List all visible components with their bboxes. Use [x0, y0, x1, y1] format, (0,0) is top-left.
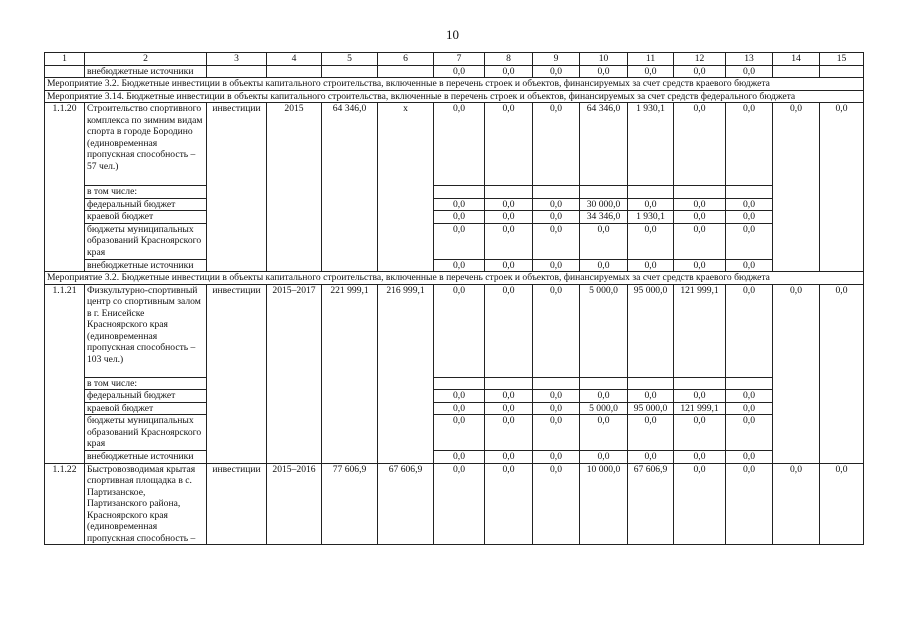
- item-row: [45, 103, 864, 186]
- table-cell: [726, 186, 773, 199]
- column-header: 3: [207, 53, 267, 66]
- table-cell: [434, 186, 485, 199]
- table-cell: [485, 186, 533, 199]
- table-cell: [533, 186, 580, 199]
- page-number: 10: [446, 27, 459, 42]
- item-number: 1.1.21: [45, 284, 85, 463]
- table-cell: 0,0: [726, 198, 773, 211]
- table-cell: 0,0: [674, 451, 726, 464]
- table-cell: [378, 65, 434, 78]
- table-cell: [726, 377, 773, 390]
- item-period: 2015: [267, 103, 322, 272]
- table-cell: 0,0: [726, 463, 773, 545]
- table-cell: 0,0: [580, 451, 628, 464]
- table-cell: 95 000,0: [628, 284, 674, 377]
- column-header: 5: [322, 53, 378, 66]
- table-cell: 0,0: [434, 259, 485, 272]
- table-cell: 121 999,1: [674, 402, 726, 415]
- table-cell: 0,0: [485, 390, 533, 403]
- table-cell: 10 000,0: [580, 463, 628, 545]
- table-cell: 0,0: [674, 103, 726, 186]
- table-cell: 0,0: [485, 451, 533, 464]
- table-cell: 1 930,1: [628, 103, 674, 186]
- table-cell: 0,0: [580, 65, 628, 78]
- sub-label: в том числе:: [85, 377, 207, 390]
- column-header: 2: [85, 53, 207, 66]
- sub-label: краевой бюджет: [85, 402, 207, 415]
- table-cell: 0,0: [726, 284, 773, 377]
- table-cell: 0,0: [434, 211, 485, 224]
- table-cell: 0,0: [820, 284, 864, 463]
- table-cell: 0,0: [485, 284, 533, 377]
- table-cell: 67 606,9: [378, 463, 434, 545]
- table-cell: 0,0: [580, 259, 628, 272]
- column-header: 6: [378, 53, 434, 66]
- table-cell: 0,0: [434, 463, 485, 545]
- table-cell: 0,0: [628, 223, 674, 259]
- column-header: 14: [773, 53, 820, 66]
- table-cell: 0,0: [773, 284, 820, 463]
- table-cell: [45, 65, 85, 78]
- column-header: 7: [434, 53, 485, 66]
- item-name: Быстровозводимая крытая спортивная площадка в с. Партизанское, Партизанского района, Красноярского края (единовременная пропускная способность –: [85, 463, 207, 545]
- table-cell: 0,0: [533, 65, 580, 78]
- table-cell: 0,0: [726, 211, 773, 224]
- table-cell: 0,0: [820, 463, 864, 545]
- table-cell: 0,0: [580, 390, 628, 403]
- table-cell: 0,0: [726, 65, 773, 78]
- table-cell: 0,0: [773, 103, 820, 272]
- item-number: 1.1.20: [45, 103, 85, 272]
- table-cell: [773, 65, 820, 78]
- column-header: 12: [674, 53, 726, 66]
- table-cell: 216 999,1: [378, 284, 434, 463]
- table-cell: 0,0: [485, 415, 533, 451]
- table-cell: 0,0: [628, 259, 674, 272]
- table-cell: 0,0: [434, 402, 485, 415]
- measure-row: [45, 90, 864, 103]
- table-cell: [628, 186, 674, 199]
- column-header: 4: [267, 53, 322, 66]
- table-cell: 0,0: [485, 198, 533, 211]
- item-type: инвестиции: [207, 284, 267, 463]
- sub-row: [45, 211, 864, 224]
- sub-label: бюджеты муниципальных образований Красноярского края: [85, 223, 207, 259]
- table-cell: 0,0: [674, 65, 726, 78]
- table-cell: 0,0: [628, 65, 674, 78]
- budget-table: [44, 52, 864, 545]
- sub-row: [45, 259, 864, 272]
- item-number: 1.1.22: [45, 463, 85, 545]
- table-cell: 0,0: [485, 103, 533, 186]
- sub-label: федеральный бюджет: [85, 390, 207, 403]
- table-cell: 0,0: [485, 65, 533, 78]
- item-type: инвестиции: [207, 463, 267, 545]
- measure-heading: Мероприятие 3.2. Бюджетные инвестиции в объекты капитального строительства, включенные в перечень строек и объектов, финансируемых за счет средств краевого бюджета: [45, 272, 864, 285]
- table-cell: 0,0: [726, 223, 773, 259]
- table-cell: 0,0: [726, 259, 773, 272]
- table-cell: 0,0: [773, 463, 820, 545]
- table-cell: [628, 377, 674, 390]
- sub-row: [45, 390, 864, 403]
- table-cell: 0,0: [674, 198, 726, 211]
- table-cell: 0,0: [580, 415, 628, 451]
- sub-row: [45, 198, 864, 211]
- continuation-row: [45, 65, 864, 78]
- table-cell: 0,0: [434, 284, 485, 377]
- table-cell: [322, 65, 378, 78]
- table-cell: 34 346,0: [580, 211, 628, 224]
- table-cell: 0,0: [674, 463, 726, 545]
- table-cell: 67 606,9: [628, 463, 674, 545]
- header-row: [45, 53, 864, 66]
- table-cell: 0,0: [533, 463, 580, 545]
- table-cell: [207, 65, 267, 78]
- table-cell: 0,0: [434, 451, 485, 464]
- table-cell: 64 346,0: [580, 103, 628, 186]
- sub-row: [45, 402, 864, 415]
- table-cell: 121 999,1: [674, 284, 726, 377]
- table-cell: 0,0: [434, 415, 485, 451]
- table-cell: 0,0: [628, 198, 674, 211]
- table-cell: 0,0: [726, 103, 773, 186]
- table-cell: 0,0: [533, 259, 580, 272]
- table-cell: 95 000,0: [628, 402, 674, 415]
- table-cell: 0,0: [533, 284, 580, 377]
- table-cell: 0,0: [533, 103, 580, 186]
- table-cell: [820, 65, 864, 78]
- table-cell: 0,0: [533, 198, 580, 211]
- column-header: 13: [726, 53, 773, 66]
- column-header: 15: [820, 53, 864, 66]
- sub-row: [45, 377, 864, 390]
- table-cell: 77 606,9: [322, 463, 378, 545]
- sub-row: [45, 186, 864, 199]
- table-cell: 0,0: [434, 390, 485, 403]
- item-period: 2015–2016: [267, 463, 322, 545]
- row-label: внебюджетные источники: [85, 65, 207, 78]
- table-cell: 0,0: [726, 390, 773, 403]
- table-cell: 0,0: [820, 103, 864, 272]
- measure-heading: Мероприятие 3.14. Бюджетные инвестиции в объекты капитального строительства, включенные в перечень строек и объектов, финансируемых за счет средств федерального бюджета: [45, 90, 864, 103]
- table-cell: 0,0: [434, 223, 485, 259]
- table-cell: 5 000,0: [580, 284, 628, 377]
- column-header: 8: [485, 53, 533, 66]
- table-cell: [434, 377, 485, 390]
- measure-row: [45, 272, 864, 285]
- measure-row: [45, 78, 864, 91]
- table-cell: 0,0: [674, 415, 726, 451]
- table-cell: 0,0: [674, 390, 726, 403]
- table-cell: 0,0: [628, 390, 674, 403]
- table-cell: 0,0: [726, 402, 773, 415]
- table-body: [45, 53, 864, 545]
- table-cell: 0,0: [434, 103, 485, 186]
- table-cell: 0,0: [726, 415, 773, 451]
- table-cell: 0,0: [533, 211, 580, 224]
- table-cell: 1 930,1: [628, 211, 674, 224]
- item-name: Строительство спортивного комплекса по зимним видам спорта в городе Бородино (единовременная пропускная способность – 57 чел.): [85, 103, 207, 186]
- table-cell: 221 999,1: [322, 284, 378, 463]
- column-header: 10: [580, 53, 628, 66]
- measure-heading: Мероприятие 3.2. Бюджетные инвестиции в объекты капитального строительства, включенные в перечень строек и объектов, финансируемых за счет средств краевого бюджета: [45, 78, 864, 91]
- table-cell: 0,0: [726, 451, 773, 464]
- item-period: 2015–2017: [267, 284, 322, 463]
- table-cell: [267, 65, 322, 78]
- table-cell: 0,0: [533, 402, 580, 415]
- item-row: [45, 284, 864, 377]
- column-header: 11: [628, 53, 674, 66]
- sub-label: краевой бюджет: [85, 211, 207, 224]
- sub-label: в том числе:: [85, 186, 207, 199]
- table-cell: 0,0: [485, 211, 533, 224]
- table-cell: 30 000,0: [580, 198, 628, 211]
- table-cell: [533, 377, 580, 390]
- table-cell: 0,0: [580, 223, 628, 259]
- item-row: [45, 463, 864, 545]
- sub-row: [45, 223, 864, 259]
- sub-label: внебюджетные источники: [85, 259, 207, 272]
- table-cell: 0,0: [533, 390, 580, 403]
- table-cell: 0,0: [533, 223, 580, 259]
- table-cell: 0,0: [674, 259, 726, 272]
- table-cell: 0,0: [628, 451, 674, 464]
- table-cell: 0,0: [628, 415, 674, 451]
- table-cell: 5 000,0: [580, 402, 628, 415]
- table-cell: 0,0: [674, 223, 726, 259]
- column-header: 9: [533, 53, 580, 66]
- table-cell: х: [378, 103, 434, 272]
- table-cell: 0,0: [485, 223, 533, 259]
- sub-label: бюджеты муниципальных образований Красноярского края: [85, 415, 207, 451]
- table-cell: [485, 377, 533, 390]
- table-cell: 0,0: [533, 415, 580, 451]
- table-cell: [674, 186, 726, 199]
- table-cell: [580, 186, 628, 199]
- table-cell: [580, 377, 628, 390]
- table-cell: 0,0: [674, 211, 726, 224]
- table-cell: 0,0: [485, 402, 533, 415]
- column-header: 1: [45, 53, 85, 66]
- table-cell: 0,0: [434, 65, 485, 78]
- item-type: инвестиции: [207, 103, 267, 272]
- table-cell: 0,0: [434, 198, 485, 211]
- table-cell: 0,0: [533, 451, 580, 464]
- sub-row: [45, 415, 864, 451]
- table-cell: 0,0: [485, 463, 533, 545]
- item-name: Физкультурно-спортивный центр со спортивным залом в г. Енисейске Красноярского края (единовременная пропускная способность – 103 чел.): [85, 284, 207, 377]
- table-cell: 0,0: [485, 259, 533, 272]
- sub-row: [45, 451, 864, 464]
- table-cell: [674, 377, 726, 390]
- table-cell: 64 346,0: [322, 103, 378, 272]
- sub-label: внебюджетные источники: [85, 451, 207, 464]
- sub-label: федеральный бюджет: [85, 198, 207, 211]
